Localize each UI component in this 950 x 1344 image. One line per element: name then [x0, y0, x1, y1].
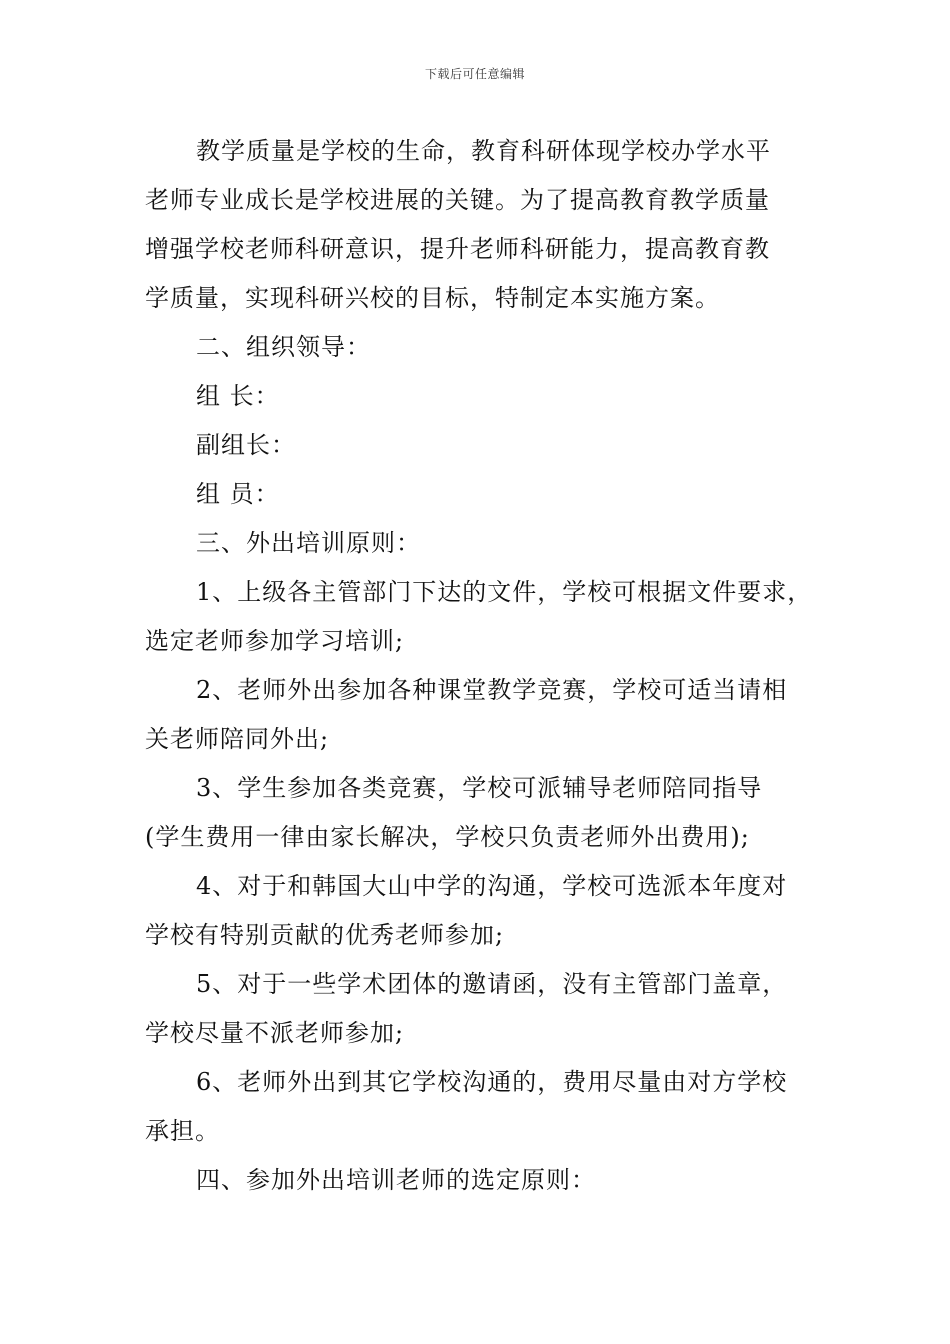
document-body: [145, 127, 813, 1205]
list-item: 4、对于和韩国大山中学的沟通，学校可选派本年度对: [196, 872, 788, 900]
text-line: 教学质量是学校的生命，教育科研体现学校办学水平: [196, 137, 771, 165]
list-item: 1、上级各主管部门下达的文件，学校可根据文件要求，: [196, 578, 813, 606]
text-line: 学校有特别贡献的优秀老师参加;: [145, 921, 505, 949]
list-item: 5、对于一些学术团体的邀请函，没有主管部门盖章，: [196, 970, 788, 998]
page-header-note: 下载后可任意编辑: [424, 67, 525, 81]
text-line: 选定老师参加学习培训;: [145, 627, 405, 655]
text-line: 组 长：: [196, 382, 280, 410]
text-line: 增强学校老师科研意识，提升老师科研能力，提高教育教: [145, 235, 770, 263]
text-line: 学校尽量不派老师参加;: [145, 1019, 405, 1047]
section-heading: 四、参加外出培训老师的选定原则：: [196, 1166, 596, 1194]
text-line: 关老师陪同外出;: [145, 725, 330, 753]
text-line: 承担。: [145, 1117, 220, 1145]
section-heading: 二、组织领导：: [196, 333, 371, 361]
section-heading: 三、外出培训原则：: [196, 529, 421, 557]
text-line: (学生费用一律由家长解决，学校只负责老师外出费用);: [145, 823, 750, 851]
list-item: 3、学生参加各类竞赛，学校可派辅导老师陪同指导: [196, 774, 763, 802]
text-line: 组 员：: [196, 480, 280, 508]
list-item: 2、老师外出参加各种课堂教学竞赛，学校可适当请相: [196, 676, 788, 704]
text-line: 老师专业成长是学校进展的关键。为了提高教育教学质量: [145, 186, 770, 214]
text-line: 副组长：: [196, 431, 296, 459]
text-line: 学质量，实现科研兴校的目标，特制定本实施方案。: [145, 284, 720, 312]
list-item: 6、老师外出到其它学校沟通的，费用尽量由对方学校: [196, 1068, 788, 1096]
